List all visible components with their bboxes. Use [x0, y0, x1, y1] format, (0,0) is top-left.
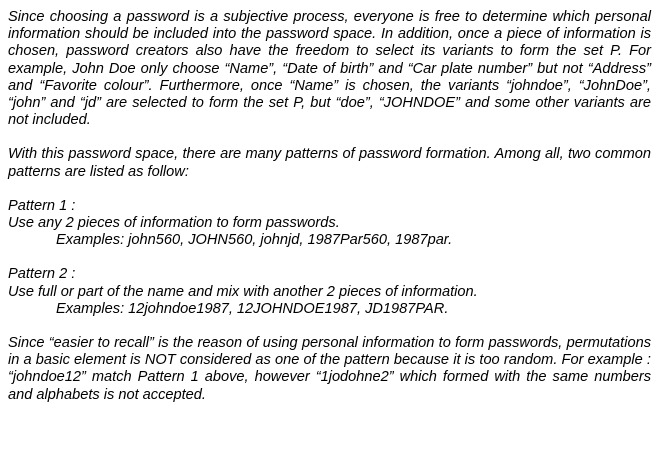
intro-paragraph: Since choosing a password is a subjective process, everyone is free to determine which personal information should be included into the password space. In addition, once a piece of information is chosen, password creators also have the freedom to select its variants to form the set P. For example, John Doe only choose “Name”, “Date of birth” and “Car plate number” but not “Address” and “Favorite colour”. Furthermore, once “Name” is chosen, the variants “johndoe”, “JohnDoe”, “john” and “jd” are selected to form the set P, but “doe”, “JOHNDOE” and some other variants are not included.	[8, 9, 651, 129]
pattern-1-examples: Examples: john560, JOHN560, johnjd, 1987Par560, 1987par.	[56, 232, 453, 249]
pattern-2-examples: Examples: 12johndoe1987, 12JOHNDOE1987, JD1987PAR.	[56, 300, 449, 317]
patterns-intro-paragraph: With this password space, there are many patterns of password formation. Among all, two common patterns are listed as follow:	[8, 146, 651, 180]
pattern-2-block	[8, 266, 651, 318]
spacer	[8, 129, 651, 146]
pattern-1-block	[8, 198, 651, 250]
pattern-2-title: Pattern 2 :	[8, 266, 76, 283]
pattern-2-description: Use full or part of the name and mix with another 2 pieces of information.	[8, 283, 478, 300]
pattern-1-description: Use any 2 pieces of information to form passwords.	[8, 215, 340, 232]
document-body	[8, 9, 651, 404]
spacer	[8, 318, 651, 335]
pattern-1-title: Pattern 1 :	[8, 197, 76, 214]
spacer	[8, 181, 651, 198]
conclusion-paragraph: Since “easier to recall” is the reason of using personal information to form passwords, permutations in a basic element is NOT considered as one of the pattern because it is too random. For example : “johndoe12” match Pattern 1 above, however “1jodohne2” which formed with the same numbers and alphabets is not accepted.	[8, 335, 651, 403]
spacer	[8, 249, 651, 266]
